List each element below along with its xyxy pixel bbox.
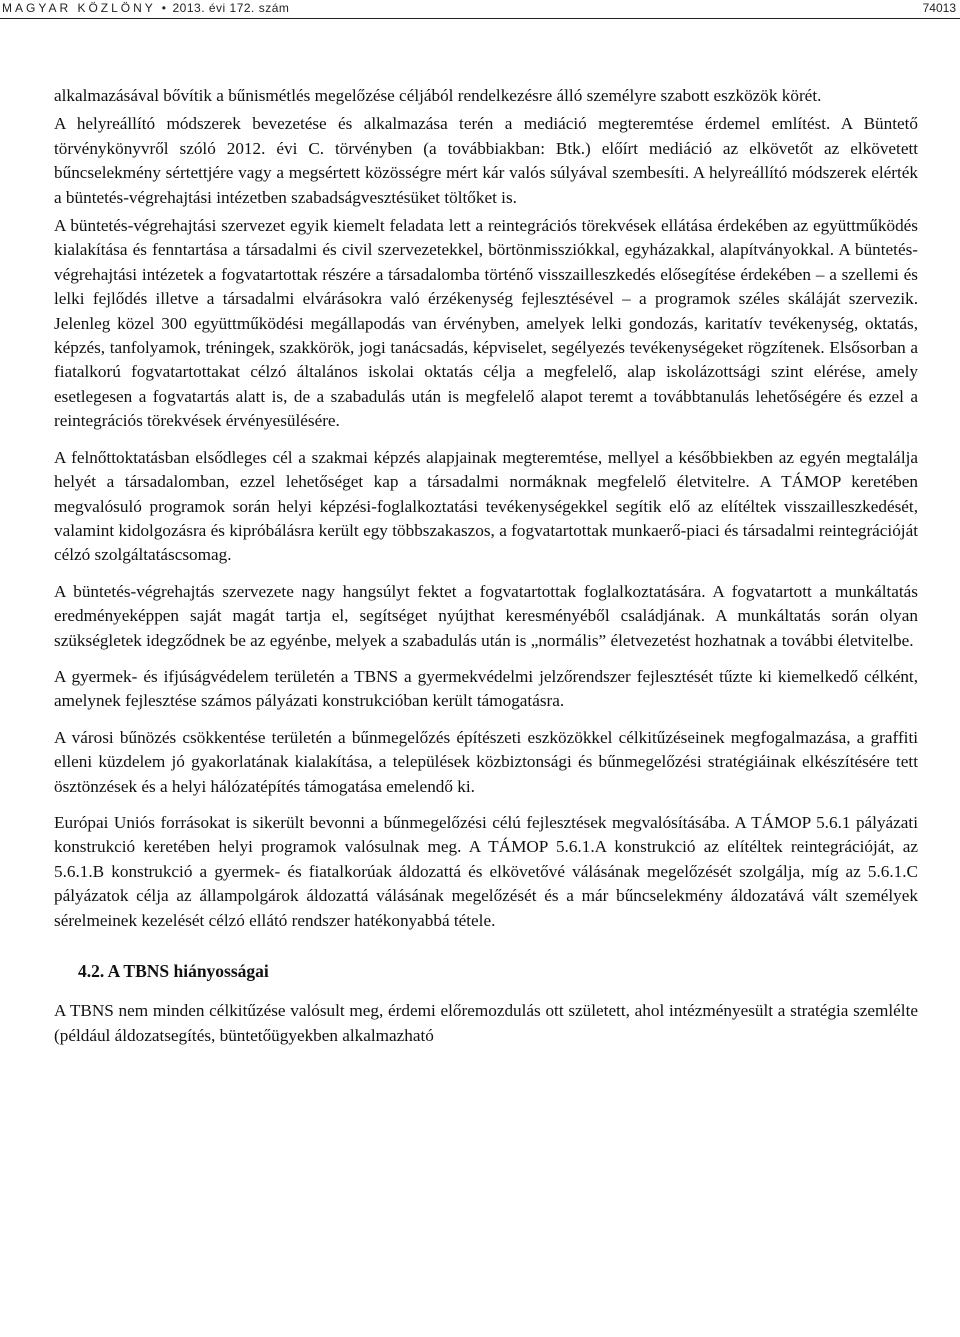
- paragraph: A gyermek- és ifjúságvédelem területén a TBNS a gyermekvédelmi jelzőrendszer fejlesztését tűzte ki kiemelkedő célként, amelynek fejlesztése számos pályázati konstrukcióban került támogatásra.: [54, 666, 918, 711]
- separator-dot: •: [161, 1, 167, 15]
- publication-name: MAGYAR KÖZLÖNY: [2, 1, 156, 15]
- paragraph: A büntetés-végrehajtási szervezet egyik kiemelt feladata lett a reintegrációs törekvések ellátása érdekében az együttműködés kialakítása és fenntartása a társadalmi és civil szervezetekkel, börtönmissziókkal, egyházakkal, alapítványokkal. A büntetés-végrehajtási intézetek a fogvatartottak részére a társadalomba történő visszailleszkedés elősegítése érdekében – a szellemi és lelki fejlődés illetve a társadalmi elvárásokra való érzékenység fejlesztésével – a programok széles skáláját szervezik. Jelenleg közel 300 együttműködési megállapodás van érvényben, amelyek lelki gondozás, karitatív tevékenység, oktatás, képzés, tanfolyamok, tréningek, szakkörök, jogi tanácsadás, képviselet, segélyezés tevékenységeket rögzítenek. Elsősorban a fiatalkorú fogvatartottakat célzó általános iskolai oktatás célja a megfelelő, alap iskolázottsági szint elérése, amely esetlegesen a fogvatartás alatt is, de a szabadulás után is megfelelő alapot teremt a továbbtanulás lehetőségére és ezzel a reintegrációs törekvések érvényesülésére.: [54, 216, 918, 431]
- issue-label: 2013. évi 172. szám: [172, 1, 290, 15]
- page-header: [0, 0, 960, 19]
- section-heading: 4.2. A TBNS hiányosságai: [78, 961, 269, 981]
- paragraph: A TBNS nem minden célkitűzése valósult meg, érdemi előremozdulás ott született, ahol intézményesült a stratégia szemlélte (például áldozatsegítés, büntetőügyekben alkalmazható: [54, 1001, 918, 1045]
- document-body: [54, 84, 918, 1048]
- paragraph: alkalmazásával bővítik a bűnismétlés megelőzése céljából rendelkezésre álló személyre szabott eszközök körét.: [54, 86, 822, 105]
- paragraph: A büntetés-végrehajtás szervezete nagy hangsúlyt fektet a fogvatartottak foglalkoztatására. A fogvatartott a munkáltatás eredményeképpen saját magát tartja el, segítséget nyújthat keresményéből családjának. A munkáltatás során olyan szükségletek idegződnek be az egyénbe, melyek a szabadulás után is „normális” életvezetést hozhatnak a további életvitelbe.: [54, 581, 918, 650]
- paragraph: A városi bűnözés csökkentése területén a bűnmegelőzés építészeti eszközökkel célkitűzéseinek megfogalmazása, a graffiti elleni küzdelem jó gyakorlatának kialakítása, a települések közbiztonsági és bűnmegelőzési stratégiáinak elkészítésére tett ösztönzések és a helyi hálózatépítés támogatása emelendő ki.: [54, 727, 918, 796]
- paragraph: A helyreállító módszerek bevezetése és alkalmazása terén a mediáció megteremtése érdemel említést. A Büntető törvénykönyvről szóló 2012. évi C. törvényben (a továbbiakban: Btk.) előírt mediáció az elkövetőt az elkövetett bűncselekmény sértettjére vagy a megsértett közösségre mért kár valós súlyával szembesíti. A helyreállító módszerek elérték a büntetés-végrehajtási intézetben szabadságvesztésüket töltőket is.: [54, 114, 918, 207]
- page-number: 74013: [922, 1, 956, 15]
- running-title: [2, 1, 289, 15]
- paragraph: Európai Uniós forrásokat is sikerült bevonni a bűnmegelőzési célú fejlesztések megvalósításába. A TÁMOP 5.6.1 pályázati konstrukció keretében helyi programok valósulnak meg. A TÁMOP 5.6.1.A konstrukció az elítéltek reintegrációját, az 5.6.1.B konstrukció a gyermek- és fiatalkorúak áldozattá és elkövetővé válásának megelőzését szolgálja, míg az 5.6.1.C pályázatok célja az állampolgárok áldozattá válásának megelőzését és a már bűncselekmény áldozatává vált személyek sérelmeinek kezelését célzó ellátó rendszer hatékonyabbá tétele.: [54, 812, 918, 930]
- paragraph: A felnőttoktatásban elsődleges cél a szakmai képzés alapjainak megteremtése, mellyel a későbbiekben az egyén megtalálja helyét a társadalomban, ezzel lehetőséget kap a társadalmi normáknak megfelelő életvitelre. A TÁMOP keretében megvalósuló programok során helyi képzési-foglalkoztatási tevékenységekkel segítik elő az elítéltek visszailleszkedését, valamint kidolgozásra és kipróbálásra került egy többszakaszos, a fogvatartottak munkaerő-piaci és társadalmi reintegrációját célzó szolgáltatáscsomag.: [54, 447, 918, 565]
